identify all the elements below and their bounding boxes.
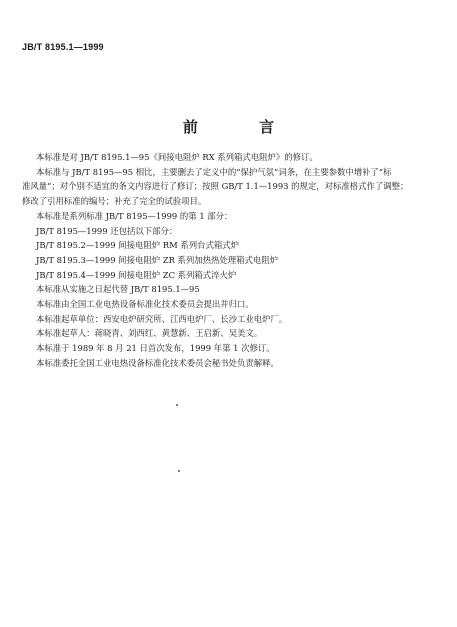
scan-speck	[176, 404, 178, 406]
paragraph: 本标准是对 JB/T 8195.1—95《间接电阻炉 RX 系列箱式电阻炉》的修订。	[36, 152, 318, 162]
paragraph: 本标准起草单位：西安电炉研究所、江西电炉厂、长沙工业电炉厂。	[36, 313, 288, 324]
paragraph: 本标准与 JB/T 8195—95 相比，主要删去了定义中的“保护气氛”词条，在主要参数中增补了“标	[36, 166, 392, 177]
paragraph: 本标准由全国工业电热设备标准化技术委员会提出并归口。	[36, 299, 254, 310]
standard-code: JB/T 8195.1—1999	[22, 42, 104, 52]
paragraph: JB/T 8195.2—1999 间接电阻炉 RM 系列台式箱式炉	[36, 240, 239, 251]
document-body	[22, 150, 439, 371]
paragraph: 本标准于 1989 年 8 月 21 日首次发布，1999 年第 1 次修订。	[36, 343, 275, 354]
paragraph-continuation: 准风量”；对个别不适宜的条文内容进行了修订；按照 GB/T 1.1—1993 的规定，对标准格式作了调整；	[22, 181, 409, 192]
paragraph: JB/T 8195.4—1999 间接电阻炉 ZC 系列箱式淬火炉	[36, 269, 237, 280]
scan-speck	[178, 470, 180, 472]
paragraph: JB/T 8195.3—1999 间接电阻炉 ZR 系列加热热处理箱式电阻炉	[36, 254, 279, 265]
paragraph: JB/T 8195—1999 还包括以下部分：	[36, 225, 178, 236]
paragraph: 本标准委托全国工业电热设备标准化技术委员会秘书处负责解释。	[36, 357, 279, 368]
paragraph-continuation: 修改了引用标准的编号；补充了完全的试验项目。	[22, 196, 207, 207]
paragraph: 本标准从实施之日起代替 JB/T 8195.1—95	[36, 284, 200, 295]
page-title: 前 言	[182, 118, 303, 136]
paragraph: 本标准起草人：蒋晓青、刘西红、黄慧新、王启新、吴美文。	[36, 328, 263, 339]
paragraph: 本标准是系列标准 JB/T 8195—1999 的第 1 部分：	[36, 210, 233, 221]
